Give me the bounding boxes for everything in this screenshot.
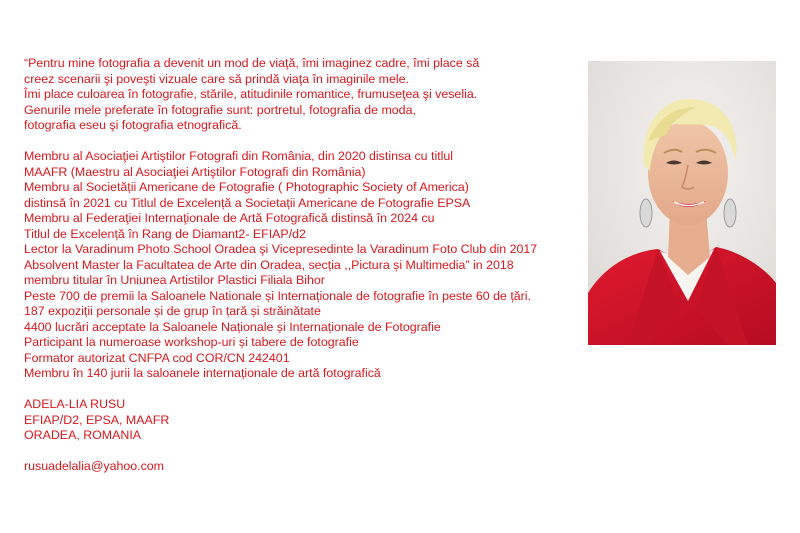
quote-line: Îmi place culoarea în fotografie, stările, atitudinile romantice, frumuseţea şi veselia.: [24, 87, 478, 101]
credential-line: Absolvent Master la Facultatea de Arte din Oradea, secția ,,Pictura și Multimedia” in 2018: [24, 257, 514, 272]
portrait-photo: [588, 61, 776, 345]
credential-line: 187 expoziții personale și de grup în țară și străinătate: [24, 304, 321, 318]
credential-line: Membru al Asociaţiei Artiştilor Fotografi din România, din 2020 distinsa cu titlul: [24, 149, 454, 163]
credential-line: Peste 700 de premii la Saloanele Nationale și Internaționale de fotografie în peste 60 de țări.: [24, 288, 531, 303]
author-name: ADELA-LIA RUSU: [24, 397, 126, 411]
email-link[interactable]: rusuadelalia@yahoo.com: [24, 459, 165, 473]
credential-line: Membru al Federaţiei Internaţionale de Artă Fotografică distinsă în 2024 cu: [24, 211, 435, 225]
quote-line: creez scenarii şi poveşti vizuale care să prindă viaţa în imaginile mele.: [24, 71, 409, 86]
credential-line: Membru al Societății Americane de Fotografie ( Photographic Society of America): [24, 180, 469, 194]
credentials-block: [24, 149, 584, 382]
bio-text: [24, 56, 584, 475]
credential-line: Formator autorizat CNFPA cod COR/CN 242401: [24, 350, 290, 365]
credential-line: MAAFR (Maestru al Asociaţiei Artiştilor Fotografi din România): [24, 164, 366, 179]
quote-line: fotografia eseu şi fotografia etnografică.: [24, 118, 242, 132]
signature-block: [24, 397, 584, 444]
author-location: ORADEA, ROMANIA: [24, 428, 142, 442]
credential-line: distinsă în 2021 cu Titlul de Excelență a Societații Americane de Fotografie EPSA: [24, 195, 471, 210]
credential-line: 4400 lucrări acceptate la Saloanele Naționale și Internaționale de Fotografie: [24, 319, 441, 334]
quote-block: [24, 56, 584, 134]
quote-line: “Pentru mine fotografia a devenit un mod de viaţă, îmi imaginez cadre, îmi place să: [24, 56, 480, 70]
quote-line: Genurile mele preferate în fotografie sunt: portretul, fotografia de moda,: [24, 102, 416, 117]
credential-line: Participant la numeroase workshop-uri și tabere de fotografie: [24, 335, 359, 349]
author-titles: EFIAP/D2, EPSA, MAAFR: [24, 412, 170, 427]
credential-line: Titlul de Excelență în Rang de Diamant2- EFIAP/d2: [24, 226, 306, 241]
portrait-illustration: [588, 61, 776, 345]
credential-line: Membru în 140 jurii la saloanele internaționale de artă fotografică: [24, 366, 381, 380]
credential-line: membru titular în Uniunea Artistilor Plastici Filiala Bihor: [24, 273, 325, 287]
credential-line: Lector la Varadinum Photo School Oradea şi Vicepresedinte la Varadinum Foto Club din 2017: [24, 242, 538, 256]
